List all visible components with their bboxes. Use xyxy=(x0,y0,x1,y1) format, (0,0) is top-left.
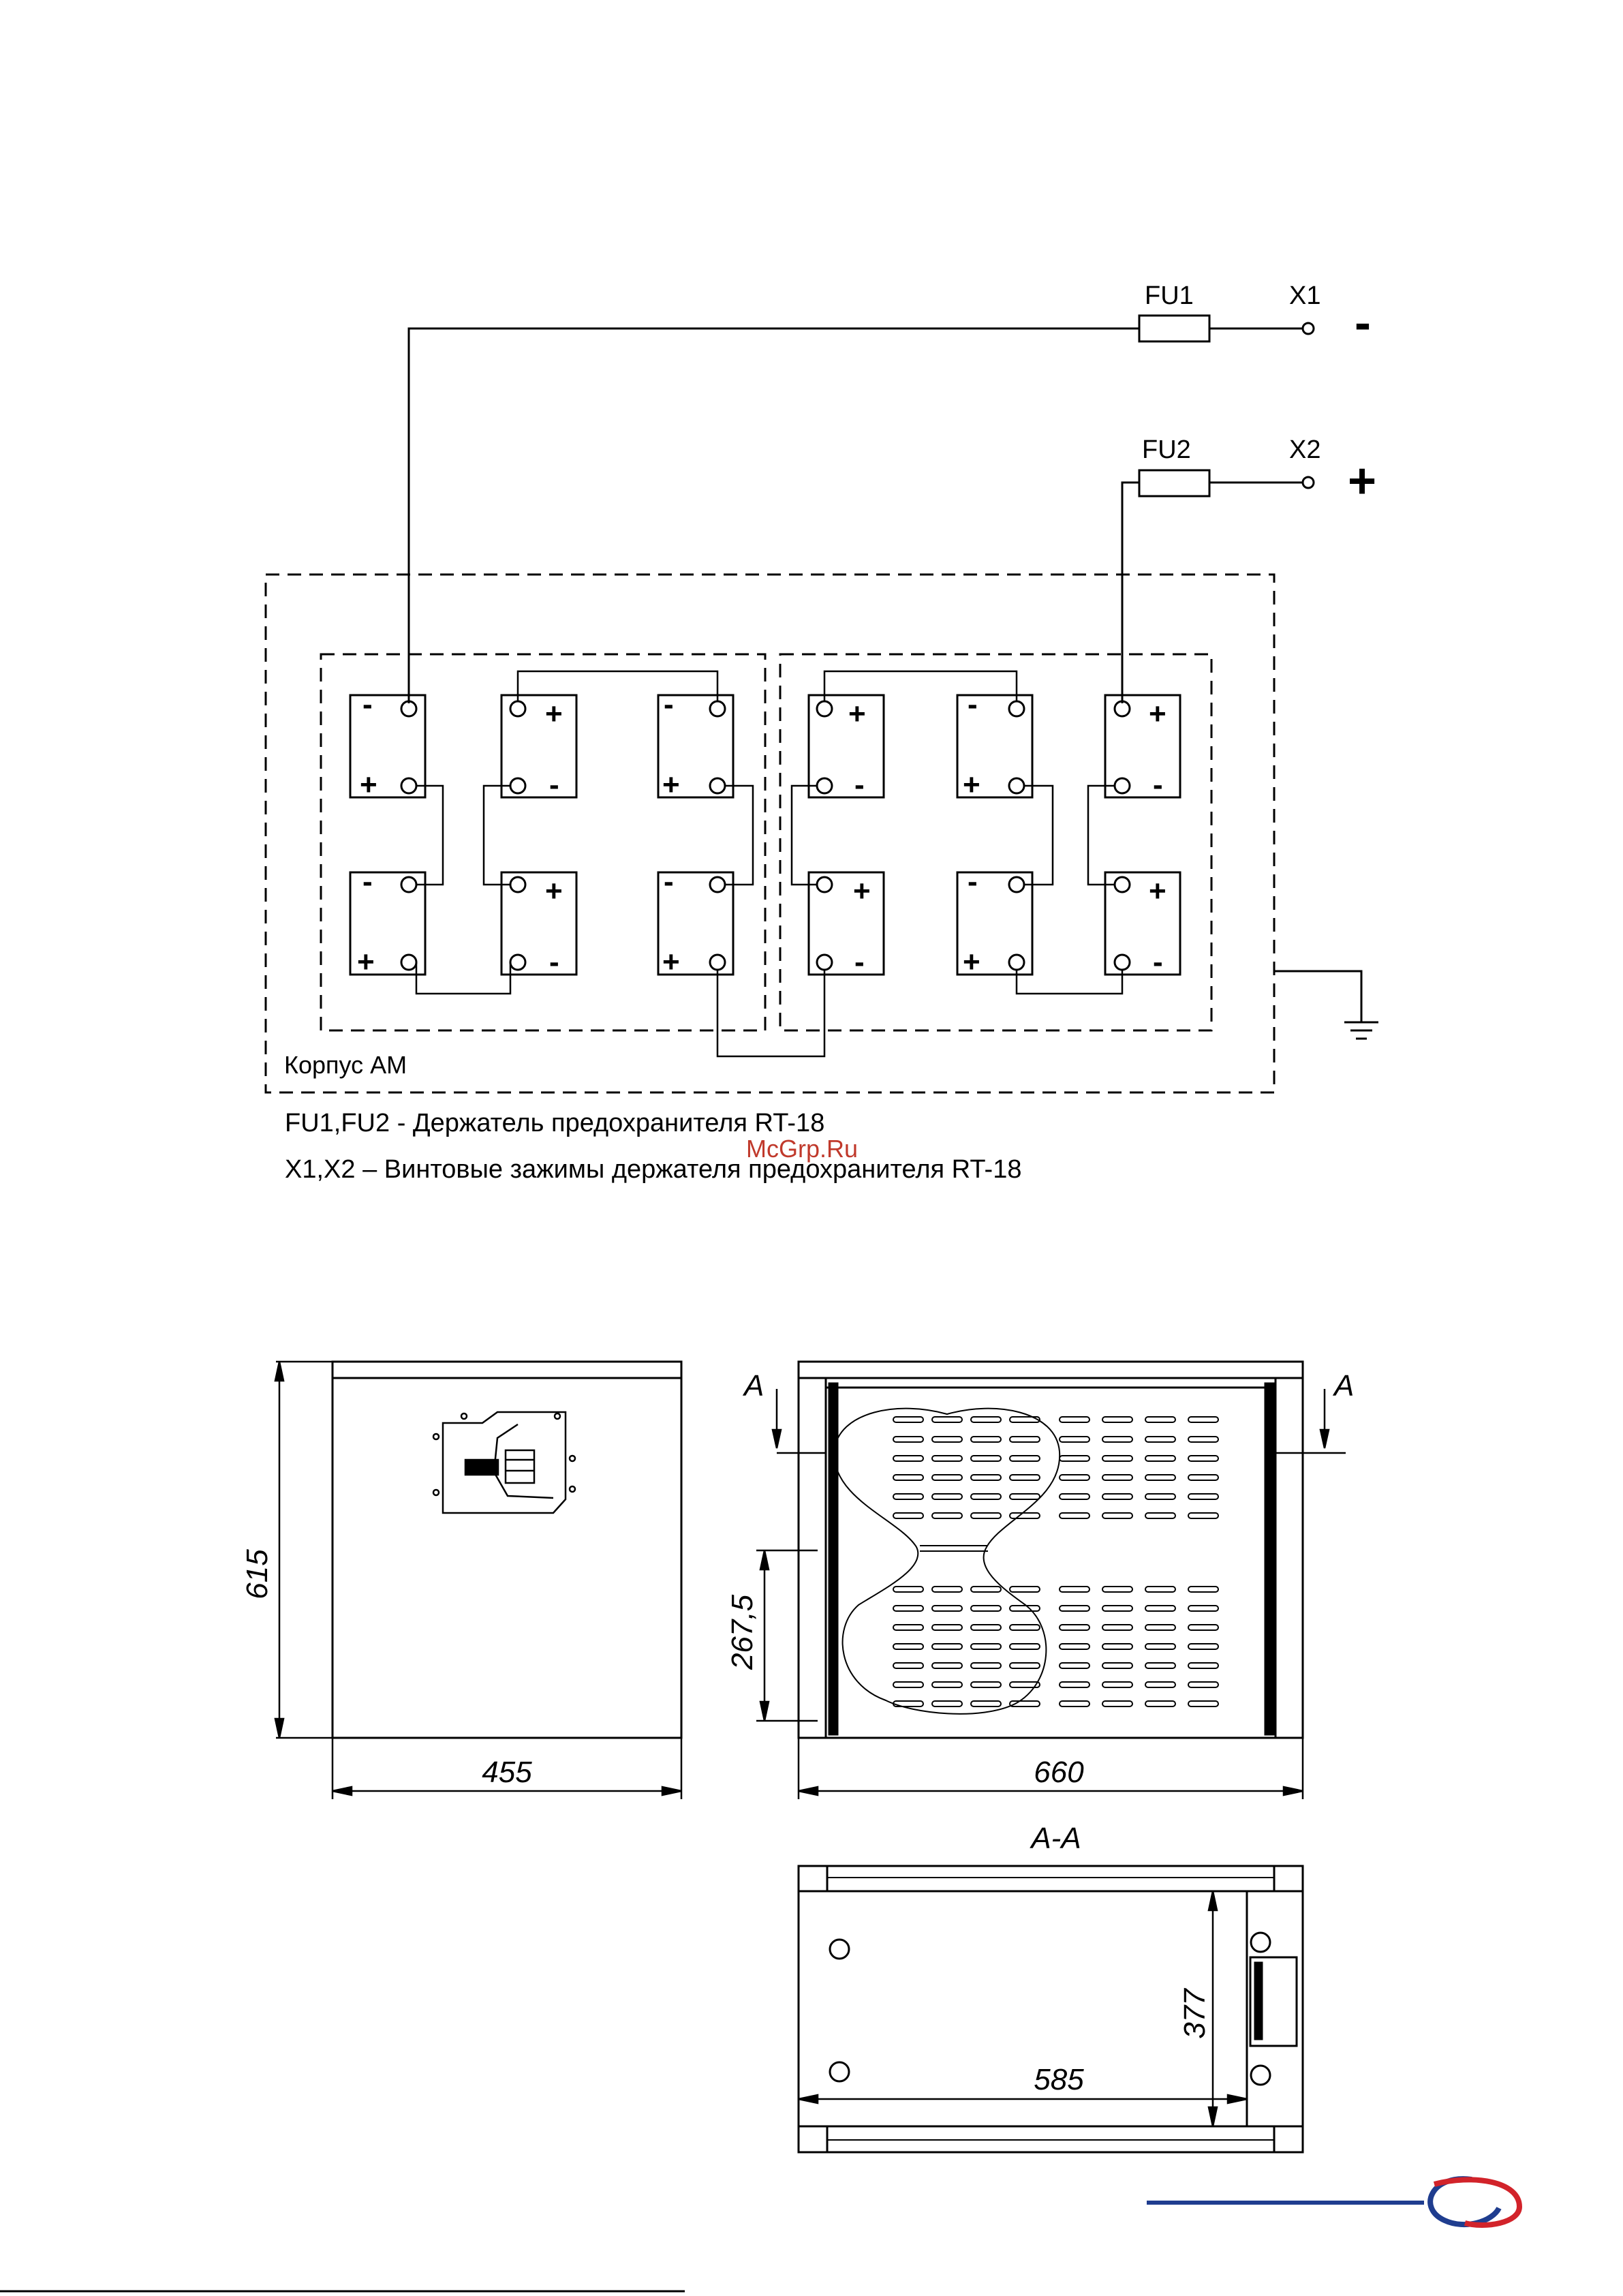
svg-text:-: - xyxy=(854,768,865,801)
svg-text:-: - xyxy=(362,865,373,898)
vent-slot xyxy=(893,1663,923,1668)
terminal2-label: X2 xyxy=(1289,435,1321,464)
vent-slot xyxy=(971,1701,1001,1706)
svg-text:+: + xyxy=(853,874,871,908)
vent-slot xyxy=(932,1437,962,1442)
svg-text:+: + xyxy=(357,945,375,979)
vent-slot xyxy=(1010,1513,1040,1518)
vent-slot xyxy=(893,1606,923,1611)
svg-text:+: + xyxy=(360,768,377,801)
vent-slot xyxy=(893,1437,923,1442)
vent-slot xyxy=(1102,1663,1132,1668)
front-width-dim: 455 xyxy=(482,1756,532,1789)
svg-text:-: - xyxy=(362,688,373,721)
breaker-panel xyxy=(433,1412,575,1513)
vent-slot xyxy=(971,1494,1001,1499)
wiring-schematic xyxy=(266,316,1378,1092)
vent-slot xyxy=(932,1417,962,1422)
vent-slot xyxy=(893,1625,923,1630)
vent-slot xyxy=(1060,1682,1089,1687)
vent-slot xyxy=(932,1625,962,1630)
vent-slot xyxy=(1102,1606,1132,1611)
svg-text:-: - xyxy=(664,688,674,721)
svg-text:+: + xyxy=(662,768,680,801)
vent-slot xyxy=(1060,1663,1089,1668)
vent-slot xyxy=(1188,1663,1218,1668)
battery xyxy=(809,695,884,797)
negative-output-sign: - xyxy=(1355,296,1371,350)
section-title: A-A xyxy=(1031,1822,1081,1855)
svg-text:-: - xyxy=(854,945,865,979)
vent-slot xyxy=(1010,1606,1040,1611)
vent-slot xyxy=(1060,1437,1089,1442)
front-height-dim: 615 xyxy=(241,1549,274,1599)
side-partial-height-dim: 267,5 xyxy=(726,1594,759,1670)
vent-slot xyxy=(971,1417,1001,1422)
vent-slot xyxy=(893,1587,923,1592)
vent-slot xyxy=(1188,1587,1218,1592)
vent-slot xyxy=(971,1513,1001,1518)
fuse1-label: FU1 xyxy=(1145,281,1194,310)
section-mark-left: A xyxy=(744,1369,764,1403)
vent-slot xyxy=(1188,1513,1218,1518)
positive-output-sign: + xyxy=(1348,454,1377,508)
svg-text:+: + xyxy=(662,945,680,979)
vent-slot xyxy=(1145,1701,1175,1706)
vent-slot xyxy=(1060,1513,1089,1518)
vent-slot xyxy=(1010,1587,1040,1592)
vent-slot xyxy=(932,1644,962,1649)
ground-symbol xyxy=(1274,971,1378,1039)
vent-slot xyxy=(1145,1417,1175,1422)
vent-slot xyxy=(1010,1437,1040,1442)
vent-slot xyxy=(1060,1625,1089,1630)
front-dimensions xyxy=(275,1362,681,1799)
vent-slot xyxy=(1102,1456,1132,1461)
vent-slot xyxy=(932,1682,962,1687)
wire-positive xyxy=(1122,483,1139,703)
vent-slot xyxy=(1102,1701,1132,1706)
legend-line-2: X1,X2 – Винтовые зажимы держателя предохранителя RT-18 xyxy=(285,1155,1022,1184)
vent-slot xyxy=(893,1417,923,1422)
vent-slot xyxy=(1145,1682,1175,1687)
vent-slot xyxy=(1188,1437,1218,1442)
vent-slot xyxy=(971,1475,1001,1480)
svg-text:-: - xyxy=(1153,945,1163,979)
watermark: McGrp.Ru xyxy=(746,1135,859,1163)
vent-slot xyxy=(1145,1475,1175,1480)
vent-slot xyxy=(1010,1625,1040,1630)
battery xyxy=(501,695,576,797)
vent-slot xyxy=(1145,1587,1175,1592)
vent-slot xyxy=(1060,1417,1089,1422)
vent-slot xyxy=(1060,1606,1089,1611)
enclosure-label: Корпус АМ xyxy=(284,1051,407,1079)
front-view xyxy=(333,1362,681,1738)
legend-line-1: FU1,FU2 - Держатель предохранителя RT-18 xyxy=(285,1109,825,1137)
svg-text:+: + xyxy=(963,768,980,801)
vent-slot xyxy=(1188,1475,1218,1480)
vent-slot xyxy=(1145,1437,1175,1442)
vent-slot xyxy=(932,1513,962,1518)
svg-text:+: + xyxy=(1149,874,1166,908)
battery xyxy=(501,872,576,975)
svg-text:-: - xyxy=(664,865,674,898)
vent-slot xyxy=(1102,1417,1132,1422)
terminal-x2 xyxy=(1303,477,1314,488)
vent-slot xyxy=(1060,1456,1089,1461)
vent-slots xyxy=(893,1417,1218,1706)
terminal-x1 xyxy=(1303,323,1314,334)
vent-slot xyxy=(1188,1625,1218,1630)
battery xyxy=(809,872,884,975)
vent-slot xyxy=(1010,1456,1040,1461)
vent-slot xyxy=(1060,1644,1089,1649)
section-mark-right: A xyxy=(1334,1369,1355,1403)
vent-slot xyxy=(1010,1644,1040,1649)
vent-slot xyxy=(1060,1494,1089,1499)
vent-slot xyxy=(893,1682,923,1687)
section-depth-dim: 377 xyxy=(1178,1989,1211,2039)
svg-text:-: - xyxy=(968,688,978,721)
vent-slot xyxy=(971,1606,1001,1611)
vent-slot xyxy=(932,1606,962,1611)
vent-slot xyxy=(893,1475,923,1480)
vent-slot xyxy=(1102,1513,1132,1518)
vent-slot xyxy=(932,1494,962,1499)
svg-text:+: + xyxy=(1149,697,1166,731)
fuse-fu1 xyxy=(1139,316,1209,341)
vent-slot xyxy=(1102,1625,1132,1630)
vent-slot xyxy=(932,1587,962,1592)
vent-slot xyxy=(932,1456,962,1461)
vent-slot xyxy=(1145,1625,1175,1630)
vent-slot xyxy=(1188,1417,1218,1422)
vent-slot xyxy=(1102,1644,1132,1649)
terminal1-label: X1 xyxy=(1289,281,1321,310)
vent-slot xyxy=(1060,1701,1089,1706)
vent-slot xyxy=(1145,1606,1175,1611)
fuse2-label: FU2 xyxy=(1142,435,1191,464)
svg-text:-: - xyxy=(549,768,559,801)
section-width-dim: 585 xyxy=(1034,2063,1084,2096)
vent-slot xyxy=(971,1644,1001,1649)
vent-slot xyxy=(1145,1644,1175,1649)
svg-text:+: + xyxy=(963,945,980,979)
vent-slot xyxy=(1145,1494,1175,1499)
vent-slot xyxy=(971,1625,1001,1630)
vent-slot xyxy=(1060,1587,1089,1592)
vent-slot xyxy=(1102,1494,1132,1499)
fuse-fu2 xyxy=(1139,470,1209,496)
vent-slot xyxy=(971,1587,1001,1592)
vent-slot xyxy=(893,1494,923,1499)
vent-slot xyxy=(932,1663,962,1668)
section-view xyxy=(799,1866,1303,2152)
vent-slot xyxy=(1145,1663,1175,1668)
company-logo xyxy=(1147,2179,1519,2225)
side-view xyxy=(799,1362,1303,1738)
vent-slot xyxy=(893,1644,923,1649)
vent-slot xyxy=(1102,1682,1132,1687)
vent-slot xyxy=(1102,1475,1132,1480)
vent-slot xyxy=(1188,1644,1218,1649)
vent-slot xyxy=(1010,1663,1040,1668)
vent-slot xyxy=(932,1701,962,1706)
battery-polarity-marks xyxy=(357,688,1166,979)
vent-slot xyxy=(1188,1606,1218,1611)
svg-text:-: - xyxy=(549,945,559,979)
vent-slot xyxy=(1188,1701,1218,1706)
vent-slot xyxy=(893,1513,923,1518)
vent-slot xyxy=(971,1456,1001,1461)
vent-slot xyxy=(971,1437,1001,1442)
wire-negative xyxy=(409,328,1139,703)
svg-text:+: + xyxy=(545,697,563,731)
vent-slot xyxy=(893,1456,923,1461)
vent-slot xyxy=(932,1475,962,1480)
svg-text:-: - xyxy=(1153,768,1163,801)
vent-slot xyxy=(1145,1456,1175,1461)
vent-slot xyxy=(1060,1475,1089,1480)
svg-text:+: + xyxy=(545,874,563,908)
battery-links xyxy=(416,671,1122,1056)
vent-slot xyxy=(1010,1494,1040,1499)
vent-slot xyxy=(1145,1513,1175,1518)
vent-slot xyxy=(1010,1475,1040,1480)
vent-slot xyxy=(971,1682,1001,1687)
svg-text:-: - xyxy=(968,865,978,898)
vent-slot xyxy=(1102,1587,1132,1592)
vent-slot xyxy=(1188,1456,1218,1461)
vent-slot xyxy=(1188,1494,1218,1499)
svg-text:+: + xyxy=(848,697,866,731)
vent-slot xyxy=(971,1663,1001,1668)
side-width-dim: 660 xyxy=(1034,1756,1084,1789)
vent-slot xyxy=(1188,1682,1218,1687)
vent-slot xyxy=(1102,1437,1132,1442)
